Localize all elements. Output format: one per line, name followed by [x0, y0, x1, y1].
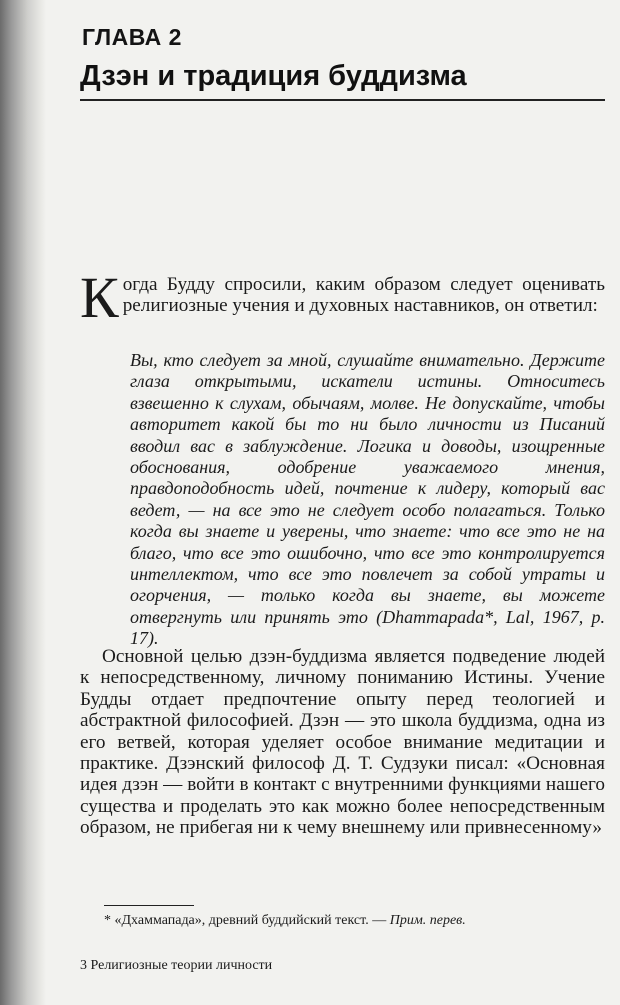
- footnote-note: Прим. перев.: [389, 913, 466, 928]
- footnote-divider: [104, 905, 194, 906]
- main-paragraph: Основной целью дзэн-буддизма является подведение людей к непосредственному, личному пониманию Истины. Учение Будды отдает предпочтение опыту перед теологией и абстрактной философией. Дзэн — это школа буддизма, одна из его ветвей, которая уделяет особое внимание медитации и практике. Дзэнский философ Д. Т. Судзуки писал: «Основная идея дзэн — войти в контакт с внутренними функциями нашего существа и проделать это как можно более непосредственным образом, не прибегая ни к чему внешнему или привнесенному»: [80, 646, 605, 839]
- chapter-title: Дзэн и традиция буддизма: [80, 60, 467, 92]
- intro-text: огда Будду спросили, каким образом следует оценивать религиозные учения и духовных наставников, он ответил:: [122, 274, 605, 317]
- page-footer: 3 Религиозные теории личности: [80, 958, 273, 973]
- title-underline: [80, 99, 605, 101]
- footnote-text: * «Дхаммапада», древний буддийский текст. —: [104, 913, 387, 928]
- buddha-quote: Вы, кто следует за мной, слушайте внимательно. Держите глаза открытыми, искатели истины. Относитесь взвешенно к слухам, обычаям, молве. Не допускайте, чтобы авторитет какой бы то ни было личности из Писаний вводил вас в заблуждение. Логика и доводы, изощренные обоснования, одобрение уважаемого мнения, правдоподобность идей, почтение к лидеру, который вас ведет, — на все это не следует особо полагаться. Только когда вы знаете и уверены, что знаете: что все это не на благо, что все это ошибочно, что все это контролируется интеллектом, что все это повлечет за собой утраты и огорчения, — только когда вы знаете, вы можете отвергнуть или принять это (Dhammapada*, Lal, 1967, p. 17).: [130, 350, 605, 649]
- drop-cap: К: [80, 265, 119, 330]
- footnote: [104, 912, 604, 930]
- page-binding-shadow: [0, 0, 46, 1005]
- chapter-label: ГЛАВА 2: [82, 24, 182, 50]
- intro-paragraph: [80, 265, 605, 330]
